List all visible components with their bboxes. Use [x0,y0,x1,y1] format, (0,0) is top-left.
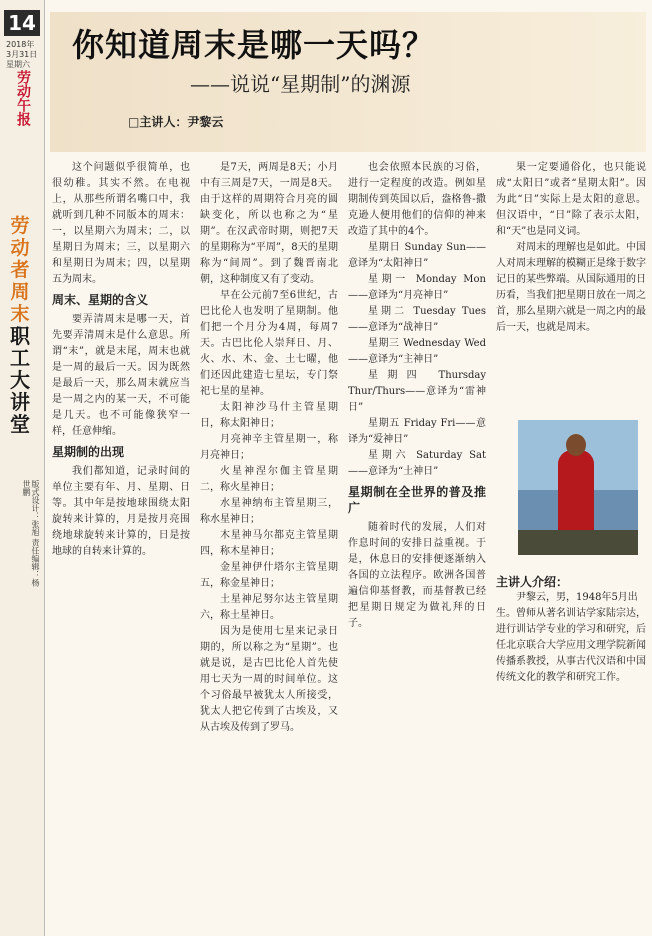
photo-person [558,450,594,540]
weekday-line: 星期六 Saturday Sat——意译为“土神日” [348,450,486,477]
paragraph: 也会依照本民族的习俗，进行一定程度的改造。例如星期制传到英国以后，盎格鲁-撒克逊人便用他们的信仰的神来改造了其中的4个。 [348,162,486,237]
section-heading: 周末、星期的含义 [52,293,149,307]
masthead-text: 劳动午报 [15,70,31,126]
section-char: 工 [10,346,30,370]
column-4 [496,160,646,336]
weekday-line: 星期五 Friday Fri——意译为“爱神日” [348,418,486,445]
weekday-line: 星期二 Tuesday Tues——意译为“战神日” [348,306,486,333]
photo-head [566,434,586,456]
article-title: 你知道周末是哪一天吗？ [72,26,436,64]
sidebar [0,0,44,936]
speaker-photo [518,420,638,555]
paragraph: 早在公元前7至6世纪，古巴比伦人也发明了星期制。他们把一个月分为4周，每周7天。古巴比伦人崇拜日、月、火、水、木、金、土七曜，他们还因此建造七星坛，专门祭祀七星的星神。 [200,290,338,397]
speaker-byline: □主讲人：尹黎云 [128,115,224,129]
section-char: 劳 [10,215,30,237]
paragraph: 这个问题似乎很简单，也很幼稚。其实不然。在电视上，从那些所谓名嘴口中，我就听到几种不同版本的周末：一，以星期六为周末；二，以星期日为周末；三，以星期六和星期日为周末；四，以星期五为周末。 [52,162,190,285]
divider [44,0,45,936]
weekday-line: 星期四 Thursday Thur/Thurs——意译为“雷神日” [348,370,486,413]
weekday-line: 星期一 Monday Mon——意译为“月亮神日” [348,274,486,301]
column-3 [348,160,486,632]
section-heading: 星期制的出现 [52,445,125,459]
paragraph: 对周末的理解也是如此。中国人对周末理解的模糊正是缘于数字记日的某些弊端。从国际通用的日历看，当我们把星期日放在一周之首，那么星期六就是一周之内的最后一天，也就是周末。 [496,242,646,333]
list-line: 水星神纳布主管星期三，称水星神日； [200,498,338,525]
list-line: 木星神马尔都克主管星期四，称木星神日； [200,530,338,557]
list-line: 土星神尼努尔达主管星期六，称土星神日。 [200,594,338,621]
section-name-b [6,325,34,435]
photo-ground [518,530,638,555]
paragraph: 因为是使用七星来记录日期的，所以称之为“星期”。也就是说，是古巴比伦人首先使用七天为一周的时间单位。这个习俗最早被犹太人所接受，犹太人把它传到了古埃及，又从古埃及传到了罗马。 [200,626,338,733]
column-1 [52,160,190,560]
list-line: 火星神涅尔伽主管星期二，称火星神日； [200,466,338,493]
credits: 版式设计：张旭 责任编辑：杨世鹏 [22,480,40,587]
section-char: 动 [10,237,30,259]
section-name-a [6,215,34,325]
section-char: 堂 [10,412,30,436]
section-char: 大 [10,368,30,392]
section-char: 周 [10,281,30,303]
column-2 [200,160,338,736]
masthead [14,70,32,126]
paragraph: 要弄清周末是哪一天，首先要弄清周末是什么意思。所谓“末”，就是末尾，周末也就是一周的最后一天。因为既然是最后一天，那么周末就应当是一周之内的某一天，不可能是几天。也不可能像狭窄一样，任意伸缩。 [52,314,190,437]
section-char: 末 [10,303,30,325]
intro-text: 尹黎云，男，1948年5月出生。曾师从著名训诂学家陆宗达，进行训诂学专业的学习和研究，后任北京联合大学应用文理学院新闻传播系教授，从事古代汉语和中国传统文化的教学和研究工作。 [496,592,646,683]
weekday-line: 星期三 Wednesday Wed——意译为“主神日” [348,338,486,365]
section-heading: 星期制在全世界的普及推广 [348,485,486,515]
section-char: 讲 [10,390,30,414]
weekday-line: 星期日 Sunday Sun——意译为“太阳神日” [348,242,486,269]
paragraph: 我们都知道，记录时间的单位主要有年、月、星期、日等。其中年是按地球围绕太阳旋转来计算的，月是按月亮围绕地球旋转来计算的，日是按地球的自转来计算的。 [52,466,190,557]
speaker-intro [496,574,646,686]
section-char: 职 [10,324,30,348]
publication-date: 2018年 3月31日 星期六 [6,40,38,69]
paragraph: 随着时代的发展，人们对作息时间的安排日益重视。于是，休息日的安排便逐渐纳入各国的立法程序。欧洲各国普遍信仰基督教，而基督教已经把星期日规定为做礼拜的日子。 [348,522,486,629]
section-char: 者 [10,259,30,281]
paragraph: 果一定要通俗化，也只能说成“太阳日”或者“星期太阳”。因为此“日”实际上是太阳的意思。但汉语中，“日”除了表示太阳，和“天”也是同义词。 [496,162,646,237]
list-line: 月亮神辛主管星期一，称月亮神日； [200,434,338,461]
list-line: 金星神伊什塔尔主管星期五，称金星神日； [200,562,338,589]
intro-label: 主讲人介绍： [496,575,569,589]
article-subtitle: ——说说“星期制”的渊源 [190,72,411,96]
page-number: 14 [4,10,40,36]
list-line: 太阳神沙马什主管星期日，称太阳神日； [200,402,338,429]
paragraph: 是7天，两周是8天；小月中有三周是7天，一周是8天。由于这样的周期符合月亮的圆缺变化，所以也称之为“星期”。在汉武帝时期，则把7天的星期称为“平周”，8天的星期称为“间周”。到了魏晋南北朝，这种制度又有了变动。 [200,162,338,285]
